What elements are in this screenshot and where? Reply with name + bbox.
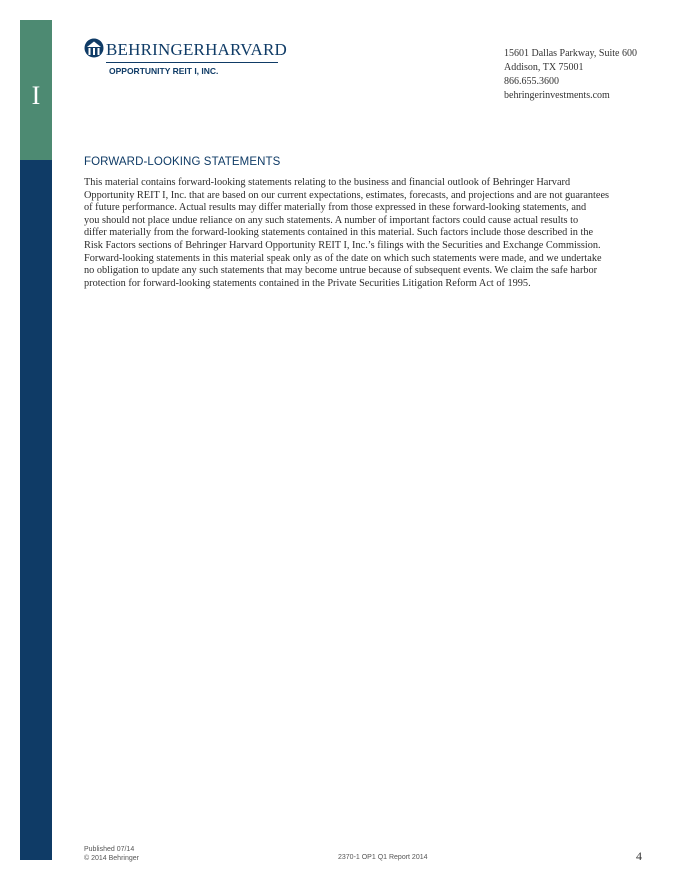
footer-publication-info	[84, 845, 139, 863]
page-number: 4	[636, 849, 642, 863]
statement-body	[84, 177, 644, 290]
statement-line: no obligation to update any such statements that may become untrue because of subsequent events. We claim the safe harbor	[84, 265, 598, 277]
statement-line: This material contains forward-looking statements relating to the business and financial outlook of Behringer Harvard	[84, 177, 571, 188]
statement-line: Opportunity REIT I, Inc. that are based on our current expectations, estimates, forecasts, and projections and are not guarantees	[84, 189, 610, 201]
logo-divider	[106, 62, 278, 63]
statement-line: Risk Factors sections of Behringer Harvard Opportunity REIT I, Inc.’s filings with the Securities and Exchange Commission.	[84, 239, 601, 251]
statement-line: of future performance. Actual results may differ materially from those expressed in these forward-looking statements, and	[84, 202, 587, 214]
section-heading: FORWARD-LOOKING STATEMENTS	[84, 156, 281, 168]
website-link[interactable]: behringerinvestments.com	[504, 90, 610, 101]
company-subtitle: OPPORTUNITY REIT I, INC.	[109, 66, 219, 76]
company-logo	[84, 38, 287, 78]
published-date: Published 07/14	[84, 846, 135, 853]
section-numeral: I	[31, 81, 41, 110]
statement-line: protection for forward-looking statements contained in the Private Securities Litigation Reform Act of 1995.	[84, 277, 531, 289]
address-street: 15601 Dallas Parkway, Suite 600	[504, 48, 637, 59]
sidebar-accent-navy	[20, 160, 52, 860]
copyright-notice: © 2014 Behringer	[84, 855, 139, 862]
statement-line: you should not place undue reliance on any such statements. A number of important factors could cause actual results to	[84, 214, 579, 226]
contact-block	[504, 47, 637, 103]
phone-number: 866.655.3600	[504, 76, 559, 87]
address-city: Addison, TX 75001	[504, 62, 584, 73]
company-name: BEHRINGERHARVARD	[106, 40, 287, 59]
statement-line: Forward-looking statements in this material speak only as of the date on which such statements were made, and we undertake	[84, 252, 602, 264]
columned-building-logo-icon	[84, 38, 104, 60]
statement-line: differ materially from the forward-looking statements contained in this material. Such factors include those described in the	[84, 227, 594, 239]
report-code: 2370-1 OP1 Q1 Report 2014	[338, 854, 428, 861]
